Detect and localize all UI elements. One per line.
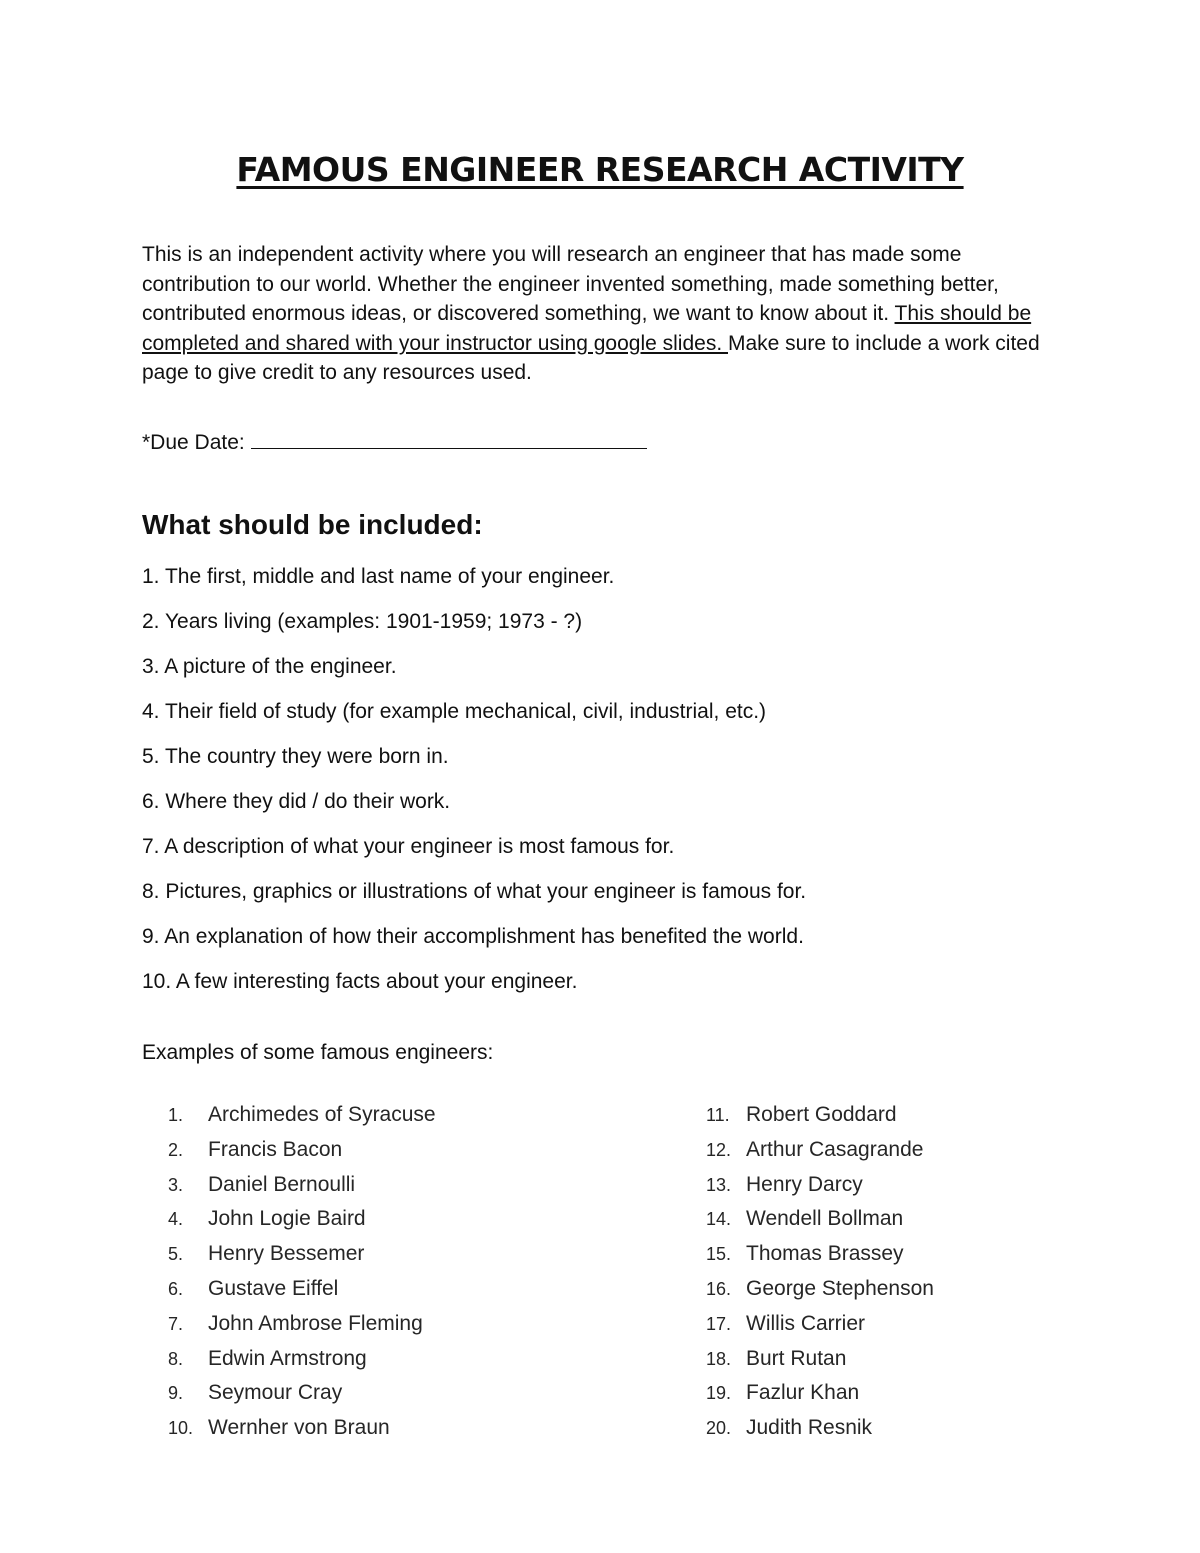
page-title: FAMOUS ENGINEER RESEARCH ACTIVITY [236,150,964,189]
engineer-item [168,1413,436,1448]
engineer-item [706,1378,934,1413]
engineer-item [168,1135,436,1170]
engineer-number: 14. [706,1209,732,1230]
engineer-name: Thomas Brassey [746,1242,904,1266]
intro-text-end: Make sure to include a work cited page to give credit to any resources used. [142,331,1040,384]
engineers-list-left [168,1100,436,1448]
due-date-label: *Due Date: [142,431,245,454]
requirement-item: 4. Their field of study (for example mechanical, civil, industrial, etc.) [142,700,767,723]
engineer-number: 10. [168,1418,194,1439]
requirements-list [142,562,806,1012]
engineer-item [706,1344,934,1379]
engineer-number: 12. [706,1139,732,1160]
engineer-number: 15. [706,1244,732,1265]
requirement-item: 1. The first, middle and last name of your engineer. [142,565,615,588]
section-heading: What should be included: [142,509,483,540]
engineer-name: Henry Bessemer [208,1242,365,1266]
engineer-number: 20. [706,1418,732,1439]
requirement-item: 5. The country they were born in. [142,745,449,768]
engineer-item [168,1170,436,1205]
engineer-item [168,1204,436,1239]
intro-paragraph [142,240,1047,388]
engineer-name: Archimedes of Syracuse [208,1103,436,1126]
engineer-item [706,1170,934,1205]
engineer-item [168,1239,436,1274]
engineer-number: 18. [706,1348,732,1369]
engineer-number: 9. [168,1383,184,1404]
engineer-item [706,1309,934,1344]
examples-label: Examples of some famous engineers: [142,1041,494,1064]
engineer-number: 7. [168,1313,184,1334]
engineer-item [706,1413,934,1448]
requirement-item: 2. Years living (examples: 1901-1959; 1973 - ?) [142,610,583,633]
engineer-item [168,1309,436,1344]
engineer-name: Burt Rutan [746,1346,847,1370]
engineers-list-right [706,1100,934,1448]
engineer-name: Wendell Bollman [746,1207,904,1231]
due-date-blank-line[interactable] [251,430,647,449]
engineer-name: Henry Darcy [746,1172,863,1196]
engineer-number: 16. [706,1278,732,1299]
engineer-number: 4. [168,1209,184,1230]
engineer-item [168,1344,436,1379]
requirement-item: 9. An explanation of how their accomplishment has benefited the world. [142,925,804,948]
engineer-number: 2. [168,1139,184,1160]
requirement-item: 6. Where they did / do their work. [142,790,451,813]
engineer-name: Arthur Casagrande [746,1137,924,1161]
engineer-name: John Ambrose Fleming [208,1311,423,1335]
engineer-name: Willis Carrier [746,1311,865,1335]
requirement-item: 8. Pictures, graphics or illustrations of what your engineer is famous for. [142,880,807,903]
engineer-number: 5. [168,1244,184,1265]
engineer-number: 6. [168,1278,184,1299]
engineer-number: 1. [168,1105,184,1125]
engineer-item [706,1239,934,1274]
engineer-number: 3. [168,1174,184,1195]
engineer-item [168,1100,436,1135]
engineer-number: 19. [706,1383,732,1404]
intro-underlined-text: This should be completed and shared with your instructor using google slides. [142,302,1032,355]
engineer-name: Gustave Eiffel [208,1276,339,1300]
engineer-name: Edwin Armstrong [208,1346,367,1370]
engineer-name: Daniel Bernoulli [208,1172,356,1196]
requirement-item: 7. A description of what your engineer is most famous for. [142,835,675,858]
engineer-item [706,1135,934,1170]
engineer-name: Seymour Cray [208,1381,343,1405]
engineer-item [706,1274,934,1309]
engineer-name: George Stephenson [746,1276,934,1300]
engineer-number: 8. [168,1348,184,1369]
engineer-number: 13. [706,1174,732,1195]
engineer-number: 11. [706,1105,730,1125]
requirement-item: 3. A picture of the engineer. [142,655,397,678]
engineer-item [706,1100,934,1135]
requirement-item: 10. A few interesting facts about your engineer. [142,970,578,993]
engineer-name: Francis Bacon [208,1137,343,1161]
intro-text: This is an independent activity where you will research an engineer that has made some contribution to our world. Whether the engineer invented something, made something better, contributed enormous ideas, or discovered something, we want to know about it. [142,243,999,325]
engineer-name: Robert Goddard [746,1103,897,1126]
engineer-name: Wernher von Braun [208,1416,390,1440]
engineer-name: John Logie Baird [208,1207,366,1231]
engineer-item [168,1378,436,1413]
engineer-name: Fazlur Khan [746,1381,860,1405]
due-date-row [142,428,647,457]
engineer-item [706,1204,934,1239]
engineer-number: 17. [706,1313,732,1334]
engineer-name: Judith Resnik [746,1416,873,1440]
engineer-item [168,1274,436,1309]
